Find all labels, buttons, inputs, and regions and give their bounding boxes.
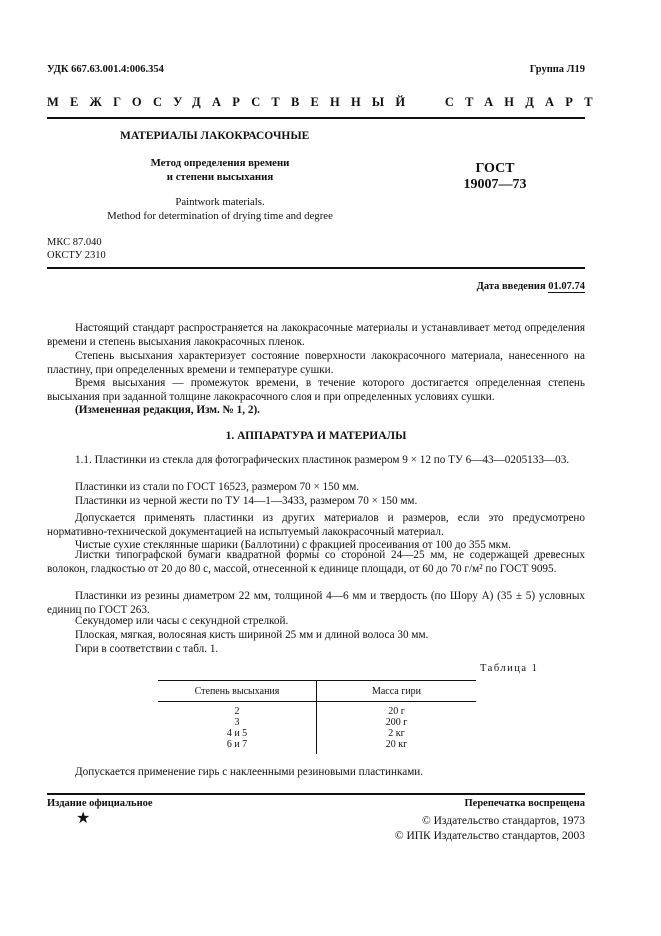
title-rule [47,267,585,269]
table-row [158,728,476,739]
section-item: Пластинки из стали по ГОСТ 16523, размером 70 × 150 мм. [75,481,360,493]
english-title-line2: Method for determination of drying time and degree [107,210,333,222]
intro-paragraph: Время высыхания — промежуток времени, в течение которого достигается определенная степень высыхания при заданной толщине лакокрасочного слоя и при определенных условиях сушки. [47,377,585,403]
section-item: Допускается применять пластинки из других материалов и размеров, если это предусмотрено нормативно-технической документацией на испытуемый лакокрасочный материал. [47,512,585,538]
method-title-line1: Метод определения времени [150,157,290,169]
method-title-line2: и степени высыхания [166,171,274,183]
section-item: Листки типографской бумаги квадратной формы со стороной 24—25 мм, не содержащей древесных волокон, гладкостью от 20 до 80 с, массой, отнесенной к единице площади, от 60 до 70 г/м² по ГОСТ 9095. [47,549,585,575]
english-title-line1: Paintwork materials. [175,196,265,208]
table-row [158,702,476,718]
mks-code: МКС 87.040 [47,237,102,248]
gost-number: 19007—73 [463,177,527,192]
standard-title: МАТЕРИАЛЫ ЛАКОКРАСОЧНЫЕ [120,130,310,142]
table-cell-mass: 20 кг [385,739,408,750]
table-row [158,717,476,728]
section-item: Пластинки из черной жести по ТУ 14—1—3433, размером 70 × 150 мм. [75,495,418,507]
after-table-note: Допускается применение гирь с наклеенными резиновыми пластинками. [75,766,424,778]
table-row [158,739,476,754]
reprint-prohibited: Перепечатка воспрещена [464,798,585,809]
section-item: Плоская, мягкая, волосяная кисть шириной 25 мм и длиной волоса 30 мм. [75,629,429,641]
introduction-date [477,281,585,292]
table-cell-degree: 4 и 5 [158,728,317,739]
table-header-mass: Масса гири [371,685,422,697]
top-rule [47,117,585,119]
table-caption: Таблица 1 [480,663,539,674]
table-cell-mass: 200 г [385,717,408,728]
section-heading: 1. АППАРАТУРА И МАТЕРИАЛЫ [225,430,407,442]
section-item: Пластинки из резины диаметром 22 мм, толщиной 4—6 мм и твердость (по Шору А) (35 ± 5) условных единиц по ГОСТ 263. [47,590,585,616]
gost-label: ГОСТ [475,161,515,176]
intro-paragraph: Степень высыхания характеризует состояние поверхности лакокрасочного материала, нанесенного на пластину, при определенных времени и температуре сушки. [47,350,585,376]
table-header-degree: Степень высыхания [158,681,317,702]
table-cell-degree: 2 [158,702,317,718]
table-1 [158,680,476,754]
intro-paragraph: Настоящий стандарт распространяется на лакокрасочные материалы и устанавливает метод определения времени и степень высыхания лакокрасочных пленок. [47,322,585,348]
section-item: Гири в соответствии с табл. 1. [75,643,219,655]
standard-banner: МЕЖГОСУДАРСТВЕННЫЙ СТАНДАРТ [47,95,604,109]
table-cell-mass: 20 г [388,706,405,717]
table-cell-degree: 6 и 7 [158,739,317,754]
amendment-note: (Измененная редакция, Изм. № 1, 2). [75,404,260,416]
introduction-date-value: 01.07.74 [548,281,585,292]
section-item: 1.1. Пластинки из стекла для фотографических пластинок размером 9 × 12 по ТУ 6—43—0205133—03. [75,454,570,466]
section-item: Секундомер или часы с секундной стрелкой. [75,615,289,627]
table-cell-degree: 3 [158,717,317,728]
copyright-2003: © ИПК Издательство стандартов, 2003 [394,830,585,842]
okstu-code: ОКСТУ 2310 [47,250,106,261]
footer-rule [47,793,585,795]
official-edition: Издание официальное [47,798,153,809]
star-icon: ★ [76,810,91,827]
section-item: Чистые сухие стеклянные шарики (Баллотини) с фракцией просеивания от 100 до 355 мкм. [75,539,511,551]
group-code: Группа Л19 [529,64,585,75]
table-cell-mass: 2 кг [388,728,405,739]
introduction-date-label: Дата введения [476,281,546,292]
udk-code: УДК 667.63.001.4:006.354 [47,64,164,75]
copyright-1973: © Издательство стандартов, 1973 [421,815,585,827]
